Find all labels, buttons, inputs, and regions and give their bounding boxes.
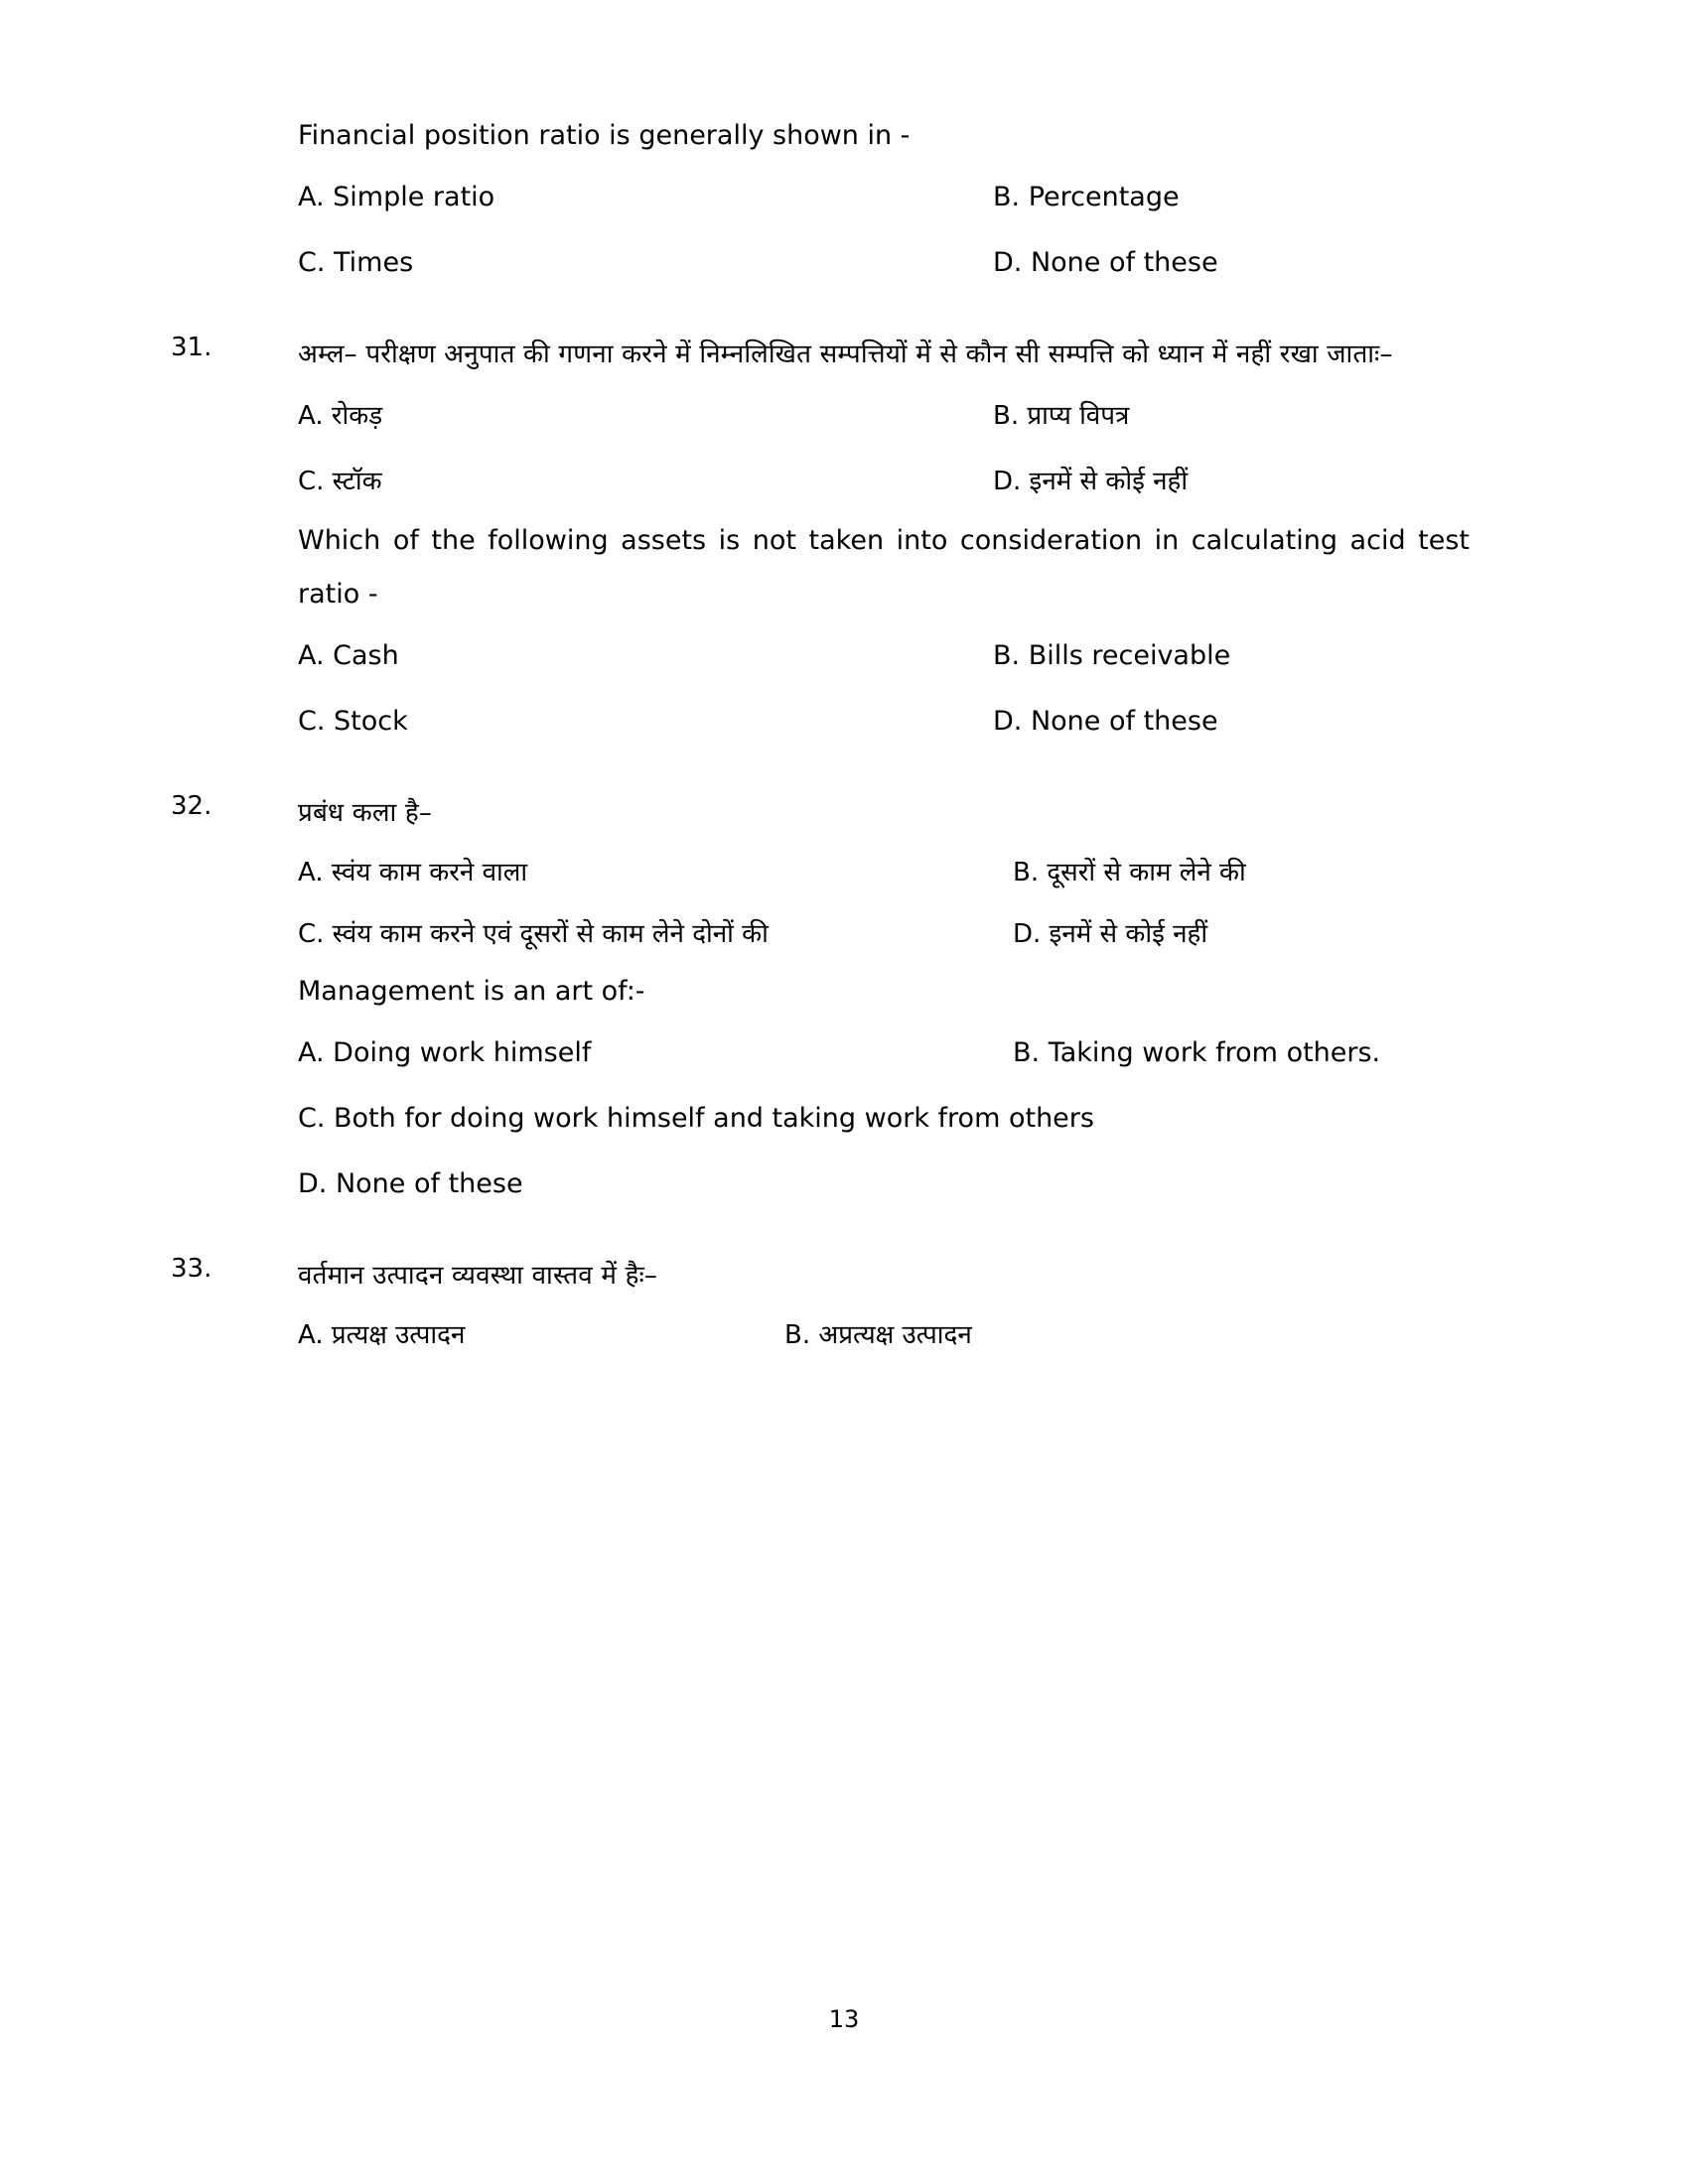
option-a[interactable]: A. Simple ratio bbox=[298, 182, 495, 212]
option-b[interactable]: B. Percentage bbox=[993, 182, 1180, 212]
option-d[interactable]: D. None of these bbox=[993, 706, 1218, 737]
option-d[interactable]: D. None of these bbox=[993, 247, 1218, 278]
option-c[interactable]: C. Both for doing work himself and taking work from others bbox=[298, 1103, 1094, 1134]
question-stem-hindi: वर्तमान उत्पादन व्यवस्था वास्तव में हैः– bbox=[298, 1261, 658, 1291]
option-row bbox=[298, 1021, 1470, 1086]
question-block-31 bbox=[171, 328, 1470, 754]
option-group-hindi bbox=[298, 842, 1470, 965]
option-row bbox=[298, 1152, 1470, 1217]
option-group bbox=[298, 165, 1470, 296]
option-row bbox=[298, 903, 1470, 965]
question-number: 31. bbox=[171, 333, 212, 362]
option-d[interactable]: D. None of these bbox=[298, 1168, 523, 1199]
option-row bbox=[298, 1086, 1470, 1152]
option-row bbox=[298, 689, 1470, 754]
option-a[interactable]: A. प्रत्यक्ष उत्पादन bbox=[298, 1320, 466, 1350]
option-row bbox=[298, 623, 1470, 689]
question-number: 32. bbox=[171, 791, 212, 821]
question-stem-english: Financial position ratio is generally shown in - bbox=[298, 120, 911, 151]
option-c[interactable]: C. स्टॉक bbox=[298, 467, 382, 496]
option-b[interactable]: B. प्राप्य विपत्र bbox=[993, 401, 1130, 431]
option-group-english bbox=[298, 1021, 1470, 1217]
question-list bbox=[171, 109, 1470, 1372]
option-row bbox=[298, 842, 1470, 903]
question-stem-english: Which of the following assets is not taken into consideration in calculating acid test ratio - bbox=[298, 525, 1470, 610]
question-stem-english: Management is an art of:- bbox=[298, 976, 645, 1007]
page-number: 13 bbox=[828, 2005, 860, 2033]
option-group-english bbox=[298, 623, 1470, 754]
question-stem-hindi: प्रबंध कला है– bbox=[298, 798, 433, 828]
option-a[interactable]: A. स्वंय काम करने वाला bbox=[298, 858, 528, 887]
option-c[interactable]: C. Times bbox=[298, 247, 414, 278]
option-b[interactable]: B. दूसरों से काम लेने की bbox=[1013, 858, 1246, 887]
option-row bbox=[298, 165, 1470, 230]
question-block-32 bbox=[171, 786, 1470, 1217]
option-b[interactable]: B. Taking work from others. bbox=[1013, 1037, 1381, 1068]
option-d[interactable]: D. इनमें से कोई नहीं bbox=[1013, 919, 1208, 949]
option-row bbox=[298, 230, 1470, 296]
option-c[interactable]: C. Stock bbox=[298, 706, 408, 737]
option-row bbox=[298, 383, 1470, 449]
option-row bbox=[298, 1304, 1470, 1366]
question-stem-hindi: अम्ल– परीक्षण अनुपात की गणना करने में निम्नलिखित सम्पत्तियों में से कौन सी सम्पत्ति को ध्यान में नहीं रखा जाताः– bbox=[298, 340, 1393, 369]
question-block-30-continued bbox=[298, 109, 1470, 296]
option-b[interactable]: B. अप्रत्यक्ष उत्पादन bbox=[784, 1320, 972, 1350]
question-block-33 bbox=[171, 1249, 1470, 1366]
option-group-hindi bbox=[298, 1304, 1470, 1366]
option-group-hindi bbox=[298, 383, 1470, 514]
option-a[interactable]: A. Doing work himself bbox=[298, 1037, 592, 1068]
option-a[interactable]: A. Cash bbox=[298, 640, 399, 671]
option-row bbox=[298, 449, 1470, 514]
question-number: 33. bbox=[171, 1254, 212, 1284]
option-d[interactable]: D. इनमें से कोई नहीं bbox=[993, 467, 1189, 496]
option-a[interactable]: A. रोकड़ bbox=[298, 401, 383, 431]
option-b[interactable]: B. Bills receivable bbox=[993, 640, 1231, 671]
option-c[interactable]: C. स्वंय काम करने एवं दूसरों से काम लेने दोनों की bbox=[298, 919, 769, 949]
